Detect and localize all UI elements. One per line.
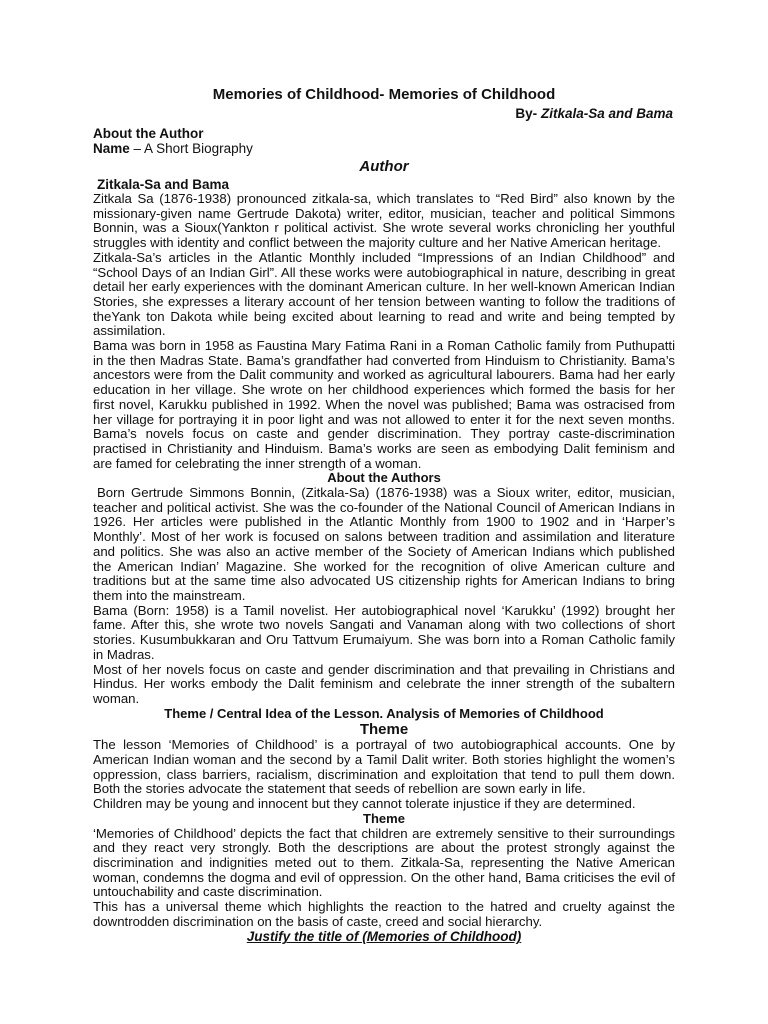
paragraph-about-zitkala: Born Gertrude Simmons Bonnin, (Zitkala-Sa) (1876-1938) was a Sioux writer, editor, musician, teacher and political activist. She was the co-founder of the National Council of American Indians in 1926. Her articles were published in the Atlantic Monthly from 1900 to 1902 and in ‘Harper’s Monthly’. Most of her work is focused on salons between tradition and assimilation and literature and politics. She was also an active member of the Society of American Indians which published the American Indian’ Magazine. She worked for the recognition of olive American culture and traditions but at the same time also advocated US citizenship rights for American Indians to bring them into the mainstream. bbox=[93, 485, 675, 603]
document-title: Memories of Childhood- Memories of Childhood bbox=[212, 86, 556, 103]
paragraph-about-bama: Bama (Born: 1958) is a Tamil novelist. Her autobiographical novel ‘Karukku’ (1992) brought her fame. After this, she wrote two novels Sangati and Vanaman along with two collections of short stories. Kusumbukkaran and Oru Tattvum Erumaiyum. She was born into a Roman Catholic family in Madras. bbox=[93, 602, 675, 662]
name-label: Name bbox=[93, 141, 130, 156]
byline bbox=[93, 106, 675, 122]
paragraph-theme-children: Children may be young and innocent but they cannot tolerate injustice if they are determined. bbox=[93, 796, 636, 812]
paragraph-zitkala-bio: Zitkala Sa (1876-1938) pronounced zitkala-sa, which translates to “Red Bird” also known by the missionary-given name Gertrude Dakota) writer, editor, musician, teacher and political Simmons Bonnin, was a Sioux(Yankton r political activist. She wrote several works chronicling her youthful struggles with identity and conflict between the majority culture and her Native American heritage. bbox=[93, 191, 675, 251]
theme-heading-small: Theme bbox=[363, 810, 405, 826]
about-author-label: About the Author bbox=[93, 126, 204, 141]
author-heading: Author bbox=[359, 158, 409, 175]
paragraph-theme-lesson: The lesson ‘Memories of Childhood’ is a portrayal of two autobiographical accounts. One by American Indian woman and the second by a Tamil Dalit writer. Both stories highlight the women’s oppression, class barriers, racialism, discrimination and exploitation that tend to pull them down. Both the stories advocate the statement that seeds of rebellion are sown early in life. bbox=[93, 737, 675, 797]
paragraph-theme-sensitivity: ‘Memories of Childhood’ depicts the fact that children are extremely sensitive to their surroundings and they react very strongly. Both the descriptions are about the protest strongly against the discrimination and indignities meted out to them. Zitkala-Sa, representing the Native American woman, condemns the dogma and evil of oppression. On the other hand, Bama criticises the evil of untouchability and caste discrimination. bbox=[93, 825, 675, 900]
justify-title-heading: Justify the title of (Memories of Childhood) bbox=[246, 929, 522, 945]
authors-subheading: Zitkala-Sa and Bama bbox=[97, 177, 230, 192]
byline-authors: Zitkala-Sa and Bama bbox=[540, 106, 673, 121]
paragraph-zitkala-works: Zitkala-Sa’s articles in the Atlantic Monthly included “Impressions of an Indian Childhood” and “School Days of an Indian Girl”. All these works were autobiographical in nature, describing in great detail her early experiences with the dominant American culture. In her well-known American Indian Stories, she expresses a literary account of her tension between wanting to follow the traditions of theYank ton Dakota while being excited about learning to read and write and being tempted by assimilation. bbox=[93, 249, 675, 339]
paragraph-bama-bio: Bama was born in 1958 as Faustina Mary Fatima Rani in a Roman Catholic family from Puthupatti in the then Madras State. Bama’s grandfather had converted from Hinduism to Christianity. Bama’s ancestors were from the Dalit community and worked as agricultural labourers. Bama had her early education in her village. She wrote on her childhood experiences which formed the basis for her first novel, Karukku published in 1992. When the novel was published; Bama was ostracised from her village for portraying it in poor light and was not allowed to enter it for the next seven months. Bama’s novels focus on caste and gender discrimination. They portray caste-discrimination practised in Christianity and Hinduism. Bama’s works are seen as embodying Dalit feminism and are famed for celebrating the inner strength of a woman. bbox=[93, 338, 675, 471]
paragraph-about-bama-novels: Most of her novels focus on caste and gender discrimination and that prevailing in Christians and Hindus. Her works embody the Dalit feminism and celebrate the inner strength of the subaltern woman. bbox=[93, 661, 675, 706]
theme-central-idea-heading: Theme / Central Idea of the Lesson. Analysis of Memories of Childhood bbox=[164, 705, 604, 721]
name-value: – A Short Biography bbox=[133, 141, 253, 156]
name-line bbox=[93, 141, 675, 156]
about-authors-heading: About the Authors bbox=[327, 470, 441, 486]
paragraph-theme-universal: This has a universal theme which highlights the reaction to the hatred and cruelty against the downtrodden discrimination on the basis of caste, creed and social hierarchy. bbox=[93, 899, 675, 929]
theme-heading-large: Theme bbox=[359, 721, 409, 739]
byline-prefix: By- bbox=[515, 106, 538, 121]
